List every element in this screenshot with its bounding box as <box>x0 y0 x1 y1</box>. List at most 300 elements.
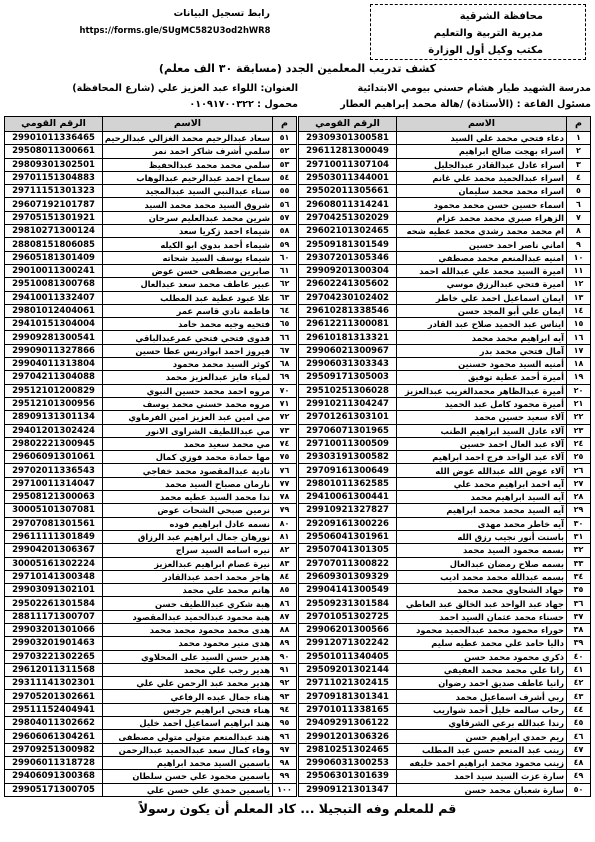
row-number: ٤ <box>567 171 591 184</box>
national-id: 29709161300649 <box>299 464 397 477</box>
national-id: 29706071301965 <box>299 424 397 437</box>
teacher-name: صابرين مصطفى حسن عوض <box>103 264 273 277</box>
national-id: 29606061304261 <box>5 730 103 743</box>
national-id: 29701261303101 <box>299 411 397 424</box>
teacher-name: نيرة عصام ابراهيم عبدالعزيز <box>103 557 273 570</box>
teacher-name: فاطمة نادي قاسم عمر <box>103 304 273 317</box>
directorate-name: مديرية التربية والتعليم <box>433 28 543 39</box>
national-id: 29507041301305 <box>299 544 397 557</box>
row-number: ٧٣ <box>273 424 297 437</box>
row-number: ٢٠ <box>567 384 591 397</box>
teacher-name: حسناء محمد عثمان السيد احمد <box>397 610 567 623</box>
header-national-id: الرقم القومي <box>299 117 397 132</box>
row-number: ٦٣ <box>273 291 297 304</box>
table-row <box>5 530 297 543</box>
national-id: 29709251300982 <box>5 743 103 756</box>
table-row <box>5 544 297 557</box>
table-row <box>299 743 591 756</box>
table-row <box>299 358 591 371</box>
table-row <box>299 318 591 331</box>
table-row <box>299 663 591 676</box>
row-number: ٩١ <box>273 663 297 676</box>
teacher-name: آيه ابراهيم محمد محمد <box>397 331 567 344</box>
table-row <box>5 491 297 504</box>
header-name: الاسم <box>397 117 567 132</box>
row-number: ٦ <box>567 198 591 211</box>
table-row <box>299 690 591 703</box>
row-number: ٥٨ <box>273 225 297 238</box>
teacher-name: ايمان اسماعيل احمد علي خاطر <box>397 291 567 304</box>
table-row <box>299 783 591 796</box>
table-row <box>299 225 591 238</box>
teacher-name: ياسمين محمود علي حسن سلطان <box>103 770 273 783</box>
table-row <box>299 730 591 743</box>
table-row <box>299 211 591 224</box>
table-body-right <box>299 132 591 797</box>
national-id: 29903201901463 <box>5 637 103 650</box>
national-id: 29610181313321 <box>299 331 397 344</box>
table-row <box>5 331 297 344</box>
table-row <box>299 677 591 690</box>
row-number: ٩ <box>567 238 591 251</box>
table-row <box>5 318 297 331</box>
national-id: 29707011300822 <box>299 557 397 570</box>
table-body-left <box>5 132 297 797</box>
teacher-name: اميرة السيد محمد علي عبدالله احمد <box>397 264 567 277</box>
national-id: 29410061300441 <box>299 491 397 504</box>
row-number: ٧١ <box>273 397 297 410</box>
table-row <box>5 570 297 583</box>
page-title: كشف تدريب المعلمين الجدد (مسابقة ٣٠ الف معلم) <box>158 62 437 75</box>
teacher-name: اميرة فتحي عبدالرزق موسي <box>397 278 567 291</box>
national-id: 29401201302424 <box>5 424 103 437</box>
teacher-name: هبة شكري عبداللطيف حسن <box>103 597 273 610</box>
national-id: 29810271300124 <box>5 225 103 238</box>
row-number: ١٢ <box>567 278 591 291</box>
teacher-name: مروه احمد محمد حسين النبوي <box>103 384 273 397</box>
national-id: 29709181301341 <box>299 690 397 703</box>
table-row <box>5 743 297 756</box>
row-number: ٥٩ <box>273 238 297 251</box>
teacher-name: نرمين صبحي الشحات عوض <box>103 504 273 517</box>
teacher-name: شروق السيد محمد محمد السيد <box>103 198 273 211</box>
teacher-name: رندا عبدالله برعي الشرقاوي <box>397 717 567 730</box>
row-number: ٥٧ <box>273 211 297 224</box>
teacher-name: أميرة أحمد عطية توفيق <box>397 371 567 384</box>
row-number: ٧٢ <box>273 411 297 424</box>
row-number: ٦٢ <box>273 278 297 291</box>
table-header-row <box>5 117 297 132</box>
national-id: 29705201302661 <box>5 690 103 703</box>
national-id: 28808151806085 <box>5 238 103 251</box>
footer-verse: قم للمعلم وفه التبجيلا ... كاد المعلم أن يكون رسولاً <box>138 801 457 816</box>
table-row <box>5 238 297 251</box>
teacher-name: بسمه محمود السيد محمد <box>397 544 567 557</box>
row-number: ٥٠ <box>567 783 591 796</box>
teacher-name: آمال فتحي محمد بدر <box>397 344 567 357</box>
teacher-name: ياسمين حمدي علي حسن علي <box>103 783 273 796</box>
row-number: ٢٣ <box>567 424 591 437</box>
national-id: 29606091301061 <box>5 451 103 464</box>
row-number: ٢٧ <box>567 477 591 490</box>
row-number: ٤٨ <box>567 756 591 769</box>
row-number: ١٧ <box>567 344 591 357</box>
row-number: ١٣ <box>567 291 591 304</box>
teacher-name: ربي أشرف اسماعيل محمد <box>397 690 567 703</box>
teacher-name: اماني ناصر احمد حسين <box>397 238 567 251</box>
row-number: ٨٨ <box>273 623 297 636</box>
teacher-name: علا عبود عطية عبد المطلب <box>103 291 273 304</box>
table-row <box>5 411 297 424</box>
national-id: 29710011314047 <box>5 477 103 490</box>
table-row <box>5 610 297 623</box>
teacher-name: هند ابراهيم اسماعيل احمد خليل <box>103 717 273 730</box>
teacher-name: هناء فتحي ابراهيم جرجس <box>103 703 273 716</box>
table-row <box>5 264 297 277</box>
table-row <box>5 597 297 610</box>
authority-header-box <box>370 4 586 60</box>
table-row <box>5 344 297 357</box>
teacher-name: آيه احمد ابراهيم محمد علي <box>397 477 567 490</box>
teacher-name: سلمي أشرف شاكر احمد نمر <box>103 145 273 158</box>
table-row <box>5 371 297 384</box>
teacher-name: لمياء فايز عبدالعزيز محمد <box>103 371 273 384</box>
national-id: 29612211300081 <box>299 318 397 331</box>
teacher-name: آلاء عادل السيد ابراهيم الطنب <box>397 424 567 437</box>
teacher-name: رانا علي محمد محمد العفيفي <box>397 663 567 676</box>
table-row <box>299 530 591 543</box>
teacher-name: مي امين عبد العزيز امين الفرماوي <box>103 411 273 424</box>
row-number: ٢٥ <box>567 451 591 464</box>
table-row <box>5 557 297 570</box>
teacher-name: مها حمادة محمد فوزي كمال <box>103 451 273 464</box>
row-number: ١٠٠ <box>273 783 297 796</box>
table-row <box>5 424 297 437</box>
national-id: 29610281338546 <box>299 304 397 317</box>
teacher-name: فتحيه وجيه محمد حامد <box>103 318 273 331</box>
national-id: 29611281300049 <box>299 145 397 158</box>
table-row <box>299 610 591 623</box>
national-id: 29903201301066 <box>5 623 103 636</box>
teacher-name: فدوى فتحي فتحي عمرعبدالباقي <box>103 331 273 344</box>
registration-link-url: https://forms.gle/SUgMC582U3od2hWR8 <box>79 25 271 35</box>
table-row <box>5 397 297 410</box>
national-id: 29605181301409 <box>5 251 103 264</box>
national-id: 29510251306028 <box>299 384 397 397</box>
teacher-name: ايناس عبد الحميد صلاح عبد القادر <box>397 318 567 331</box>
row-number: ٣٧ <box>567 610 591 623</box>
table-row <box>299 650 591 663</box>
national-id: 29209161300226 <box>299 517 397 530</box>
table-row <box>299 544 591 557</box>
national-id: 29607192101787 <box>5 198 103 211</box>
national-id: 29802221300945 <box>5 437 103 450</box>
table-row <box>5 717 297 730</box>
teacher-name: سلمي محمد محمد عبدالحفيظ <box>103 158 273 171</box>
table-row <box>299 717 591 730</box>
row-number: ٦٩ <box>273 371 297 384</box>
registration-link-block <box>66 6 284 38</box>
table-row <box>299 770 591 783</box>
table-row <box>299 623 591 636</box>
row-number: ٨٠ <box>273 517 297 530</box>
header-number: م <box>567 117 591 132</box>
table-row <box>5 198 297 211</box>
row-number: ٨٧ <box>273 610 297 623</box>
row-number: ١١ <box>567 264 591 277</box>
table-row <box>299 384 591 397</box>
row-number: ٩٢ <box>273 677 297 690</box>
row-number: ٨٢ <box>273 544 297 557</box>
teacher-name: فيروز احمد ابوادريس عطا حسين <box>103 344 273 357</box>
table-row <box>299 238 591 251</box>
table-row <box>5 225 297 238</box>
teacher-name: أمنيه السيد محمود حسنين <box>397 358 567 371</box>
teacher-name: نيره اسامه السيد سراج <box>103 544 273 557</box>
row-number: ١٦ <box>567 331 591 344</box>
teacher-name: شيماء احمد زكريا سعد <box>103 225 273 238</box>
national-id: 29508011300661 <box>5 145 103 158</box>
national-id: 29910921327827 <box>299 504 397 517</box>
teacher-name: آيه السيد محمد محمد ابراهيم <box>397 504 567 517</box>
table-row <box>299 145 591 158</box>
table-row <box>299 264 591 277</box>
national-id: 29602241305602 <box>299 278 397 291</box>
teacher-name: زينب عبد المنعم حسن عبد المطلب <box>397 743 567 756</box>
row-number: ٦٥ <box>273 318 297 331</box>
teacher-name: هاجر محمد احمد عبدالقادر <box>103 570 273 583</box>
national-id: 29512101300956 <box>5 397 103 410</box>
row-number: ٣٩ <box>567 637 591 650</box>
teacher-name: رانيا عاطف صديق احمد رضوان <box>397 677 567 690</box>
national-id: 29703221302265 <box>5 650 103 663</box>
row-number: ٩٦ <box>273 730 297 743</box>
national-id: 29608011314241 <box>299 198 397 211</box>
national-id: 29906021300967 <box>299 344 397 357</box>
national-id: 29609301309329 <box>299 570 397 583</box>
teacher-name: وفاء كمال سعد عبدالحميد عبدالرحمن <box>103 743 273 756</box>
table-row <box>5 623 297 636</box>
row-number: ٣ <box>567 158 591 171</box>
national-id: 29309301300581 <box>299 132 397 145</box>
row-number: ٩٣ <box>273 690 297 703</box>
teacher-name: هدى محمد محمود محمد محمد <box>103 623 273 636</box>
teacher-name: أميرة عبدالظاهر محمدالغريب عبدالعزيز <box>397 384 567 397</box>
row-number: ٣٤ <box>567 570 591 583</box>
table-row <box>299 637 591 650</box>
row-number: ٤٠ <box>567 650 591 663</box>
table-row <box>5 663 297 676</box>
table-row <box>299 570 591 583</box>
teacher-name: حوراء محمود محمد عبدالحميد محمود <box>397 623 567 636</box>
row-number: ٨١ <box>273 530 297 543</box>
header-number: م <box>273 117 297 132</box>
table-row <box>299 477 591 490</box>
table-row <box>5 650 297 663</box>
row-number: ٩٨ <box>273 756 297 769</box>
row-number: ٧ <box>567 211 591 224</box>
national-id: 29903091302101 <box>5 584 103 597</box>
table-row <box>5 690 297 703</box>
teacher-name: اسماء حسين حسن محمد محمود <box>397 198 567 211</box>
national-id: 28811171300707 <box>5 610 103 623</box>
national-id: 29506041301961 <box>299 530 397 543</box>
row-number: ٨٣ <box>273 557 297 570</box>
teacher-name: آيه خاطر محمد مهدى <box>397 517 567 530</box>
row-number: ٢٦ <box>567 464 591 477</box>
teacher-name: ياسمين السيد محمد ابراهيم <box>103 756 273 769</box>
teachers-table-right <box>298 116 591 797</box>
teacher-name: سارة عزت السيد سيد احمد <box>397 770 567 783</box>
row-number: ٣٢ <box>567 544 591 557</box>
national-id: 29508121300063 <box>5 491 103 504</box>
national-id: 29909011327866 <box>5 344 103 357</box>
teacher-name: نورهان جمال ابراهيم عبد الرزاق <box>103 530 273 543</box>
row-number: ٤١ <box>567 663 591 676</box>
table-row <box>5 677 297 690</box>
teacher-name: آلاء عوض الله عبدالله عوض الله <box>397 464 567 477</box>
national-id: 29906201300566 <box>299 623 397 636</box>
row-number: ٥٤ <box>273 171 297 184</box>
row-number: ٥١ <box>273 132 297 145</box>
teachers-tables <box>4 116 591 797</box>
teacher-name: بسمه عبدالله محمد محمد اديب <box>397 570 567 583</box>
row-number: ٨٥ <box>273 584 297 597</box>
national-id: 29906031300253 <box>299 756 397 769</box>
table-row <box>5 251 297 264</box>
teacher-name: هدير محمد عبد الرحمن علي علي <box>103 677 273 690</box>
teacher-name: آلاء سعيد حسين محمد <box>397 411 567 424</box>
table-row <box>5 730 297 743</box>
teacher-name: ذكري محمود محمد حسن <box>397 650 567 663</box>
row-number: ٢٤ <box>567 437 591 450</box>
row-number: ١٠ <box>567 251 591 264</box>
row-number: ٦٠ <box>273 251 297 264</box>
row-number: ٧٠ <box>273 384 297 397</box>
table-row <box>299 491 591 504</box>
teacher-name: كوثر السيد محمد محمود <box>103 358 273 371</box>
table-row <box>5 451 297 464</box>
national-id: 29909121301347 <box>299 783 397 796</box>
teacher-name: سناء عبدالنبي السيد عبدالمجيد <box>103 185 273 198</box>
table-row <box>299 756 591 769</box>
teacher-name: نادية عبدالمقصود محمد خفاجي <box>103 464 273 477</box>
teacher-name: مي عبداللطيف الشراوى الانور <box>103 424 273 437</box>
national-id: 29701151304883 <box>5 171 103 184</box>
row-number: ٣٨ <box>567 623 591 636</box>
table-row <box>5 703 297 716</box>
table-row <box>299 597 591 610</box>
teacher-name: زينب محمود محمد ابراهيم احمد خليفه <box>397 756 567 769</box>
national-id: 29904011313804 <box>5 358 103 371</box>
teacher-name: باسنت أنور نجيب رزق الله <box>397 530 567 543</box>
row-number: ٥٣ <box>273 158 297 171</box>
teacher-name: هدير رجب علي محمد <box>103 663 273 676</box>
table-row <box>299 371 591 384</box>
row-number: ٧٥ <box>273 451 297 464</box>
teacher-name: اسراء عبدالحميد محمد علي غانم <box>397 171 567 184</box>
national-id: 29906011318728 <box>5 756 103 769</box>
national-id: 29406091300368 <box>5 770 103 783</box>
table-row <box>299 397 591 410</box>
row-number: ٤٦ <box>567 730 591 743</box>
national-id: 29602101302465 <box>299 225 397 238</box>
teacher-name: مي محمد سعيد محمد <box>103 437 273 450</box>
national-id: 29409291306122 <box>299 717 397 730</box>
teacher-name: سارة شعبان محمد حسن <box>397 783 567 796</box>
national-id: 29711021302415 <box>299 677 397 690</box>
national-id: 29311141302301 <box>5 677 103 690</box>
national-id: 29710141300348 <box>5 570 103 583</box>
national-id: 30005161302224 <box>5 557 103 570</box>
table-row <box>299 517 591 530</box>
teacher-name: جهاد عبد الواحد عبد الخالق عبد العاطي <box>397 597 567 610</box>
teacher-name: داليا حامد علي محمد عطيه سليم <box>397 637 567 650</box>
row-number: ٨٩ <box>273 637 297 650</box>
table-row <box>5 304 297 317</box>
national-id: 29010011300241 <box>5 264 103 277</box>
teacher-name: شرين محمد عبدالعليم سرحان <box>103 211 273 224</box>
teacher-name: شيماء أحمد بدوي ابو الكيله <box>103 238 273 251</box>
teacher-name: مروه محمد حسني محمد يوسف <box>103 397 273 410</box>
row-number: ٢ <box>567 145 591 158</box>
row-number: ٨٦ <box>273 597 297 610</box>
teacher-name: هانم محمد علي محمد <box>103 584 273 597</box>
row-number: ٥٦ <box>273 198 297 211</box>
teacher-name: ندا محمد السيد عطيه محمد <box>103 491 273 504</box>
row-number: ٧٤ <box>273 437 297 450</box>
row-number: ٧٧ <box>273 477 297 490</box>
national-id: 29509201302144 <box>299 663 397 676</box>
teacher-name: دعاء فتحي محمد علي السيد <box>397 132 567 145</box>
teacher-name: سماح احمد عبدالرحيم عبدالوهاب <box>103 171 273 184</box>
row-number: ٦١ <box>273 264 297 277</box>
table-row <box>299 185 591 198</box>
national-id: 29512101200829 <box>5 384 103 397</box>
table-row <box>5 278 297 291</box>
national-id: 29410151304004 <box>5 318 103 331</box>
national-id: 29909201300304 <box>299 264 397 277</box>
table-row <box>5 384 297 397</box>
national-id: 29909281300541 <box>5 331 103 344</box>
table-row <box>299 557 591 570</box>
national-id: 29704230102402 <box>299 291 397 304</box>
table-row <box>5 517 297 530</box>
hall-supervisor: مسئول القاعة : (الأستاذة) /هالة محمد إبراهيم العطار <box>340 99 591 110</box>
national-id: 29912071302242 <box>299 637 397 650</box>
teacher-name: ايمان علي أبو المجد حسن <box>397 304 567 317</box>
table-row <box>5 783 297 796</box>
teacher-name: نسمه عادل ابراهيم فوده <box>103 517 273 530</box>
row-number: ٢٢ <box>567 411 591 424</box>
national-id: 29707081301561 <box>5 517 103 530</box>
row-number: ١٤ <box>567 304 591 317</box>
teachers-table-left <box>4 116 297 797</box>
row-number: ٧٨ <box>273 491 297 504</box>
national-id: 29904141300549 <box>299 584 397 597</box>
row-number: ٤٢ <box>567 677 591 690</box>
table-row <box>299 198 591 211</box>
teacher-name: عبير عاطف محمد سعد عبدالعال <box>103 278 273 291</box>
national-id: 29809301302501 <box>5 158 103 171</box>
teacher-name: نارمان مصباح السيد محمد <box>103 477 273 490</box>
row-number: ١٩ <box>567 371 591 384</box>
table-row <box>5 185 297 198</box>
row-number: ٤٣ <box>567 690 591 703</box>
national-id: 29801012404061 <box>5 304 103 317</box>
national-id: 29502011305661 <box>299 185 397 198</box>
teacher-name: رحاب سالمه خليل أحمد شواريب <box>397 703 567 716</box>
